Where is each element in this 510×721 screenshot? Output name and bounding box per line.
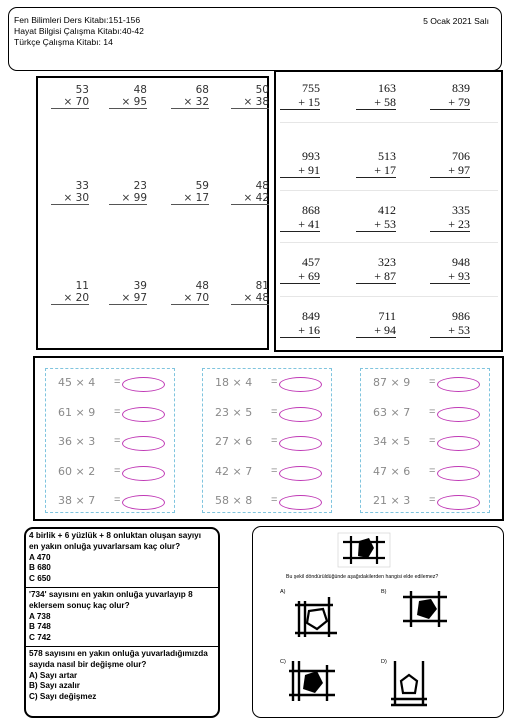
addition-problem: [430, 203, 470, 232]
multiplier: × 48: [231, 292, 269, 305]
puzzle-option-c-shape-icon[interactable]: [287, 657, 339, 705]
addend-top: 849: [302, 309, 320, 323]
answer-option[interactable]: B) Sayı azalır: [29, 681, 80, 691]
multiplicand: 33: [75, 180, 89, 192]
mental-math-row: [203, 493, 331, 513]
multiplication-problem: [231, 84, 269, 109]
addend-bottom: + 91: [280, 163, 320, 178]
multiplicand: 48: [133, 84, 147, 96]
equals-sign: =: [114, 376, 121, 388]
mental-math-box: [33, 356, 504, 521]
equals-sign: =: [114, 494, 121, 506]
mental-math-column: [45, 368, 175, 513]
mental-math-expression: 34 × 5: [373, 435, 411, 448]
puzzle-option-a-label: A): [280, 589, 286, 595]
puzzle-option-b-label: B): [381, 589, 387, 595]
multiplier: × 70: [171, 292, 209, 305]
answer-oval[interactable]: [437, 466, 480, 481]
equals-sign: =: [429, 405, 436, 418]
addend-bottom: + 41: [280, 217, 320, 232]
answer-oval[interactable]: [122, 466, 165, 481]
row-divider: [280, 296, 498, 297]
mental-math-expression: 61 × 9: [58, 405, 96, 419]
mental-math-expression: 21 × 3: [373, 494, 411, 507]
multiplication-problem: [171, 280, 209, 305]
multiplication-problem: [51, 280, 89, 305]
addend-top: 412: [378, 203, 396, 217]
mental-math-expression: 87 × 9: [373, 376, 411, 389]
mental-math-row: [361, 375, 489, 395]
multiplicand: 81: [255, 280, 269, 292]
puzzle-option-d-shape-icon[interactable]: [389, 659, 429, 709]
answer-option[interactable]: A 470: [29, 552, 51, 562]
addend-top: 986: [452, 309, 470, 323]
addend-top: 335: [452, 203, 470, 217]
multiplier: × 32: [171, 96, 209, 109]
addend-top: 839: [452, 81, 470, 95]
answer-option[interactable]: A) Sayı artar: [29, 670, 78, 680]
addition-problem: [280, 203, 320, 232]
equals-sign: =: [271, 376, 278, 388]
mental-math-expression: 60 × 2: [58, 464, 96, 478]
addition-problem: [356, 309, 396, 338]
addition-problem: [430, 255, 470, 284]
addition-problem: [280, 81, 320, 110]
header-line-life-science: Hayat Bilgisi Çalışma Kitabı:40-42: [14, 26, 144, 36]
multiplicand: 50: [255, 84, 269, 96]
multiplication-problem: [109, 180, 147, 205]
addend-top: 711: [378, 309, 396, 323]
mental-math-row: [46, 375, 174, 395]
answer-oval[interactable]: [279, 466, 322, 481]
row-divider: [280, 190, 498, 191]
addend-top: 163: [378, 81, 396, 95]
answer-option[interactable]: B 680: [29, 563, 51, 573]
answer-option[interactable]: C) Sayı değişmez: [29, 692, 97, 702]
mental-math-expression: 18 × 4: [215, 376, 253, 389]
answer-option[interactable]: A 738: [29, 611, 51, 621]
multiplicand: 11: [75, 280, 89, 292]
equals-sign: =: [114, 405, 121, 418]
addition-problem: [430, 81, 470, 110]
addition-problem: [356, 203, 396, 232]
addition-problem: [356, 255, 396, 284]
addend-bottom: + 53: [356, 217, 396, 232]
answer-oval[interactable]: [279, 495, 322, 510]
answer-option[interactable]: C 742: [29, 633, 51, 643]
addend-top: 457: [302, 255, 320, 269]
answer-oval[interactable]: [122, 436, 165, 451]
answer-oval[interactable]: [279, 377, 322, 392]
multiplicand: 23: [133, 180, 147, 192]
multiplicand: 59: [195, 180, 209, 192]
addition-problem: [356, 81, 396, 110]
mental-math-expression: 63 × 7: [373, 405, 411, 419]
mental-math-row: [203, 405, 331, 425]
multiplier: × 38: [231, 96, 269, 109]
header-line-turkish: Türkçe Çalışma Kitabı: 14: [14, 37, 113, 47]
puzzle-question: Bu şekil döndürüldüğünde aşağıdakilerden hangisi elde edilemez?: [286, 574, 439, 580]
multiplicand: 68: [195, 84, 209, 96]
addition-problem: [280, 255, 320, 284]
mental-math-row: [203, 464, 331, 484]
mental-math-row: [361, 464, 489, 484]
multiplication-problem: [171, 84, 209, 109]
mental-math-row: [361, 434, 489, 454]
mental-math-expression: 58 × 8: [215, 494, 253, 507]
mental-math-row: [361, 493, 489, 513]
row-divider: [280, 122, 498, 123]
mental-math-row: [203, 375, 331, 395]
mental-math-row: [46, 464, 174, 484]
addend-top: 868: [302, 203, 320, 217]
multiplier: × 95: [109, 96, 147, 109]
row-divider: [280, 242, 498, 243]
multiplication-box: [36, 76, 269, 350]
mental-math-row: [46, 405, 174, 425]
addend-bottom: + 94: [356, 323, 396, 338]
question-text: sayıda nasıl bir değişme olur?: [29, 659, 147, 669]
equals-sign: =: [429, 376, 436, 388]
puzzle-option-c-label: C): [280, 659, 286, 665]
mental-math-expression: 42 × 7: [215, 464, 253, 478]
addend-bottom: + 79: [430, 95, 470, 110]
equals-sign: =: [429, 494, 436, 506]
answer-oval[interactable]: [122, 495, 165, 510]
addition-problem: [430, 309, 470, 338]
addition-box: [274, 70, 503, 352]
reference-shape-icon: [337, 532, 391, 568]
addend-top: 706: [452, 149, 470, 163]
multiplier: × 99: [109, 192, 147, 205]
answer-oval[interactable]: [437, 407, 480, 422]
question-text: 578 sayısını en yakın onluğa yuvarladığımızda: [29, 649, 208, 658]
multiplier: × 17: [171, 192, 209, 205]
multiplication-problem: [109, 280, 147, 305]
equals-sign: =: [114, 435, 121, 447]
multiplication-problem: [51, 180, 89, 205]
addition-problem: [280, 149, 320, 178]
equals-sign: =: [271, 464, 278, 477]
multiplier: × 30: [51, 192, 89, 205]
question-text: eklersem sonuç kaç olur?: [29, 600, 130, 610]
equals-sign: =: [429, 435, 436, 447]
header-box: [8, 7, 502, 71]
answer-oval[interactable]: [437, 377, 480, 392]
mental-math-expression: 36 × 3: [58, 435, 96, 448]
mental-math-row: [203, 434, 331, 454]
addend-top: 948: [452, 255, 470, 269]
addend-top: 993: [302, 149, 320, 163]
addend-top: 513: [378, 149, 396, 163]
mental-math-expression: 45 × 4: [58, 376, 96, 389]
multiplication-problem: [171, 180, 209, 205]
answer-oval[interactable]: [279, 407, 322, 422]
addend-bottom: + 23: [430, 217, 470, 232]
multiplication-problem: [51, 84, 89, 109]
multiplier: × 70: [51, 96, 89, 109]
multiplicand: 48: [255, 180, 269, 192]
question-divider: [26, 646, 218, 647]
equals-sign: =: [271, 405, 278, 418]
mental-math-row: [46, 493, 174, 513]
addend-bottom: + 97: [430, 163, 470, 178]
multiplier: × 42: [231, 192, 269, 205]
answer-oval[interactable]: [437, 436, 480, 451]
equals-sign: =: [271, 494, 278, 506]
multiplication-problem: [109, 84, 147, 109]
puzzle-option-a-shape-icon[interactable]: [293, 593, 341, 641]
mental-math-expression: 27 × 6: [215, 435, 253, 448]
question-text: 4 birlik + 6 yüzlük + 8 onluktan oluşan sayıyı: [29, 531, 202, 540]
equals-sign: =: [114, 464, 121, 477]
multiplication-problem: [231, 180, 269, 205]
answer-option[interactable]: C 650: [29, 574, 51, 584]
equals-sign: =: [271, 435, 278, 447]
rounding-quiz-box: [24, 527, 220, 718]
puzzle-option-b-shape-icon[interactable]: [401, 587, 451, 631]
question-text: '734' sayısını en yakın onluğa yuvarlayıp 8: [29, 590, 193, 599]
mental-math-expression: 38 × 7: [58, 494, 96, 507]
addition-problem: [356, 149, 396, 178]
addend-bottom: + 53: [430, 323, 470, 338]
mental-math-column: [360, 368, 490, 513]
mental-math-row: [46, 434, 174, 454]
addition-problem: [430, 149, 470, 178]
question-text: en yakın onluğa yuvarlarsam kaç olur?: [29, 541, 181, 551]
addend-bottom: + 58: [356, 95, 396, 110]
puzzle-option-d-label: D): [381, 659, 387, 665]
addend-bottom: + 87: [356, 269, 396, 284]
multiplicand: 53: [75, 84, 89, 96]
multiplicand: 39: [133, 280, 147, 292]
addend-bottom: + 16: [280, 323, 320, 338]
addend-bottom: + 69: [280, 269, 320, 284]
answer-oval[interactable]: [122, 407, 165, 422]
addend-top: 323: [378, 255, 396, 269]
header-date: 5 Ocak 2021 Salı: [423, 16, 489, 26]
header-line-science: Fen Bilimleri Ders Kitabı:151-156: [14, 15, 141, 25]
equals-sign: =: [429, 464, 436, 477]
multiplier: × 20: [51, 292, 89, 305]
multiplicand: 48: [195, 280, 209, 292]
rotation-puzzle-box: [252, 526, 504, 718]
mental-math-row: [361, 405, 489, 425]
addend-bottom: + 93: [430, 269, 470, 284]
multiplier: × 97: [109, 292, 147, 305]
multiplication-problem: [231, 280, 269, 305]
addend-top: 755: [302, 81, 320, 95]
question-divider: [26, 587, 218, 588]
addition-problem: [280, 309, 320, 338]
mental-math-column: [202, 368, 332, 513]
addend-bottom: + 17: [356, 163, 396, 178]
addend-bottom: + 15: [280, 95, 320, 110]
answer-oval[interactable]: [437, 495, 480, 510]
mental-math-expression: 47 × 6: [373, 464, 411, 478]
answer-oval[interactable]: [122, 377, 165, 392]
mental-math-expression: 23 × 5: [215, 405, 253, 419]
answer-oval[interactable]: [279, 436, 322, 451]
answer-option[interactable]: B 748: [29, 622, 51, 632]
